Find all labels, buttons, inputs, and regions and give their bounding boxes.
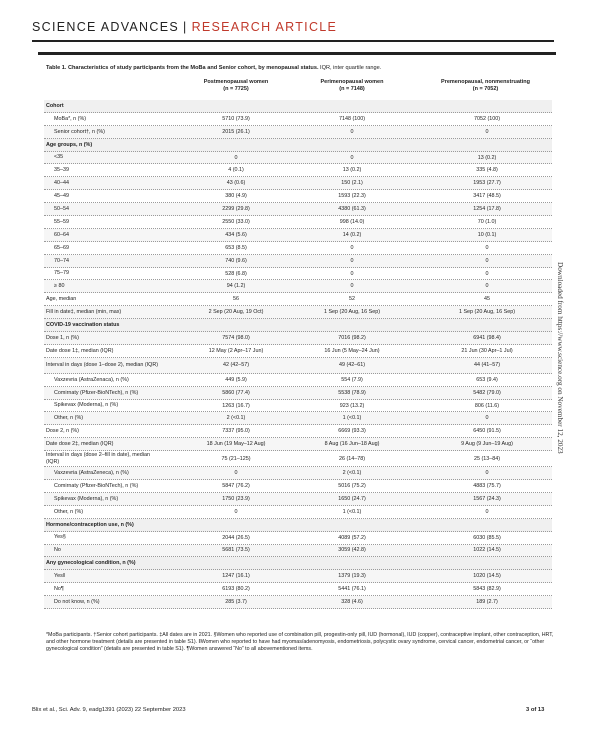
table-cell: 1022 (14.5) <box>473 547 501 554</box>
table-cell: 6193 (80.2) <box>222 586 250 593</box>
table-cell: 1953 (27.7) <box>473 180 501 187</box>
table-caption <box>46 65 381 71</box>
table-cell: 1020 (14.5) <box>473 573 501 580</box>
table-row <box>44 293 552 306</box>
table-row <box>44 596 552 609</box>
row-label: <35 <box>54 154 64 161</box>
table-cell: 285 (3.7) <box>225 599 247 605</box>
table-cell: 12 May (2 Apr–17 Jun) <box>208 347 264 354</box>
row-label: No <box>54 547 61 554</box>
row-label: 35–39 <box>54 167 69 174</box>
row-label: ≥ 80 <box>54 283 65 290</box>
table-cell: 7016 (98.2) <box>338 334 366 341</box>
table-cell: 7148 (100) <box>338 115 366 122</box>
table-row <box>44 438 552 451</box>
table-row <box>44 374 552 387</box>
table-cell: 13 (0.2) <box>477 154 497 161</box>
table-row <box>44 583 552 596</box>
table-cell: 0 <box>485 244 489 251</box>
table-cell: 2 (<0.1) <box>226 415 246 422</box>
table-cell: 528 (6.8) <box>225 270 247 277</box>
table-cell: 0 <box>234 154 238 161</box>
table-cell: 6450 (91.5) <box>473 428 501 435</box>
table-cell: 806 (11.6) <box>474 402 500 409</box>
table-section-header <box>44 139 552 152</box>
table-cell: 0 <box>485 283 489 290</box>
table-cell: 6941 (98.4) <box>473 334 501 341</box>
table-row <box>44 126 552 139</box>
table-section-header <box>44 519 552 532</box>
table-row <box>44 268 552 281</box>
table-caption-title: Table 1. Characteristics of study participants from the MoBa and Senior cohort, by menopausal status. <box>46 65 319 71</box>
row-label: Dose 1, n (%) <box>46 334 79 341</box>
table-cell: 0 <box>350 128 354 135</box>
table-cell: 43 (0.6) <box>226 180 246 187</box>
table-cell: 1247 (16.1) <box>222 573 250 580</box>
row-label: Spikevax (Moderna), n (%) <box>54 495 119 502</box>
row-label: 55–59 <box>54 218 69 225</box>
row-label: Vaxzevria (AstraZeneca), n (%) <box>54 469 129 476</box>
table-cell: 5538 (78.9) <box>338 389 366 396</box>
table-row <box>44 280 552 293</box>
table-row <box>44 387 552 400</box>
table-cell: 7574 (98.0) <box>222 334 250 341</box>
table-1 <box>38 52 556 652</box>
table-cell: 0 <box>485 415 489 422</box>
table-cell: 4 (0.1) <box>228 167 244 174</box>
table-cell: 2044 (26.5) <box>222 534 250 541</box>
table-cell: 1 (<0.1) <box>342 415 362 422</box>
table-cell: 2 Sep (20 Aug, 19 Oct) <box>208 309 264 316</box>
table-row <box>44 164 552 177</box>
table-cell: 70 (1.0) <box>477 218 497 225</box>
table-row <box>44 493 552 506</box>
table-cell: 52 <box>349 296 355 303</box>
table-cell: 49 (42–61) <box>338 362 366 369</box>
table-cell: 3059 (42.8) <box>338 547 366 554</box>
table-cell: 6669 (93.3) <box>338 428 366 435</box>
table-row <box>44 532 552 545</box>
row-label: Do not know, n (%) <box>54 598 100 605</box>
table-cell: 740 (9.6) <box>225 257 247 264</box>
table-row <box>44 358 552 374</box>
table-cell: 189 (2.7) <box>476 599 498 605</box>
table-row <box>44 332 552 345</box>
row-label: Other, n (%) <box>54 508 84 515</box>
table-cell: 5441 (76.1) <box>338 586 366 593</box>
table-cell: 21 Jun (30 Apr–1 Jul) <box>461 347 513 354</box>
table-cell: 0 <box>485 270 489 277</box>
footer-citation: Blix et al., Sci. Adv. 9, eadg1391 (2023) 22 September 2023 <box>32 707 186 713</box>
table-footnote: *MoBa participants. †Senior cohort participants. ‡All dates are in 2021. §Women who reported use of combination pill, progestin-only pill, IUD (hormonal), IUD (copper), contraceptive implant, other contraception, HRT, and other hormone treatment (details are presented in table S1). ‖Women who reported to have had myomas/adenomyosis, endometriosis, polycystic ovary syndrome, cervical cancer, endometrial cancer, or “other gynecological condition” (details are presented in table S1). ¶Women answered “No” to all abovementioned items. <box>46 632 554 652</box>
row-label: COVID-19 vaccination status <box>46 321 120 328</box>
table-cell: 0 <box>350 154 354 161</box>
table-cell: 0 <box>350 244 354 251</box>
table-row <box>44 152 552 165</box>
row-label: Any gynecological condition, n (%) <box>46 560 136 567</box>
row-label: Interval in days (dose 1–dose 2), median (IQR) <box>46 362 159 369</box>
table-cell: 5847 (76.2) <box>222 482 250 489</box>
footer-page-number: 3 of 13 <box>526 707 545 713</box>
row-label: Cohort <box>46 102 64 109</box>
row-label: 40–44 <box>54 180 69 187</box>
table-section-header <box>44 319 552 332</box>
row-label: 60–64 <box>54 231 69 238</box>
col-header-n: (n = 7148) <box>339 86 365 92</box>
col-header-n: (n = 7052) <box>472 86 499 92</box>
table-cell: 5482 (79.0) <box>473 389 501 396</box>
table-cell: 335 (4.8) <box>476 167 498 174</box>
table-cell: 25 (13–84) <box>473 455 501 462</box>
table-cell: 0 <box>350 270 354 277</box>
table-cell: 554 (7.9) <box>341 376 363 383</box>
row-label: Date dose 2‡, median (IQR) <box>46 441 114 448</box>
table-row <box>44 425 552 438</box>
table-cell: 923 (13.2) <box>339 402 365 409</box>
table-cell: 1567 (24.3) <box>473 495 501 502</box>
table-cell: 45 <box>484 296 490 303</box>
table-cell: 1254 (17.8) <box>473 206 501 213</box>
table-cell: 5860 (77.4) <box>222 389 250 396</box>
table-cell: 1263 (16.7) <box>222 402 250 409</box>
table-cell: 7052 (100) <box>473 115 501 122</box>
row-label: Yes§ <box>54 534 66 541</box>
header-rule <box>32 40 554 42</box>
table-cell: 1379 (19.3) <box>338 573 366 580</box>
table-row <box>44 113 552 126</box>
table-row <box>44 190 552 203</box>
row-label: Other, n (%) <box>54 415 84 422</box>
row-label: 45–49 <box>54 193 69 200</box>
table-cell: 0 <box>485 128 489 135</box>
row-label: Senior cohort†, n (%) <box>54 128 105 135</box>
table-cell: 1 Sep (20 Aug, 16 Sep) <box>323 309 381 316</box>
row-label: Hormone/contraception use, n (%) <box>46 521 134 528</box>
row-label: 65–69 <box>54 244 69 251</box>
table-body <box>44 100 552 609</box>
table-cell: 653 (8.5) <box>225 244 247 251</box>
journal-header <box>32 20 337 34</box>
table-cell: 434 (5.6) <box>225 231 247 238</box>
table-row <box>44 400 552 413</box>
row-label: Age, median <box>46 296 77 303</box>
table-cell: 10 (0.1) <box>477 231 497 238</box>
table-cell: 1 (<0.1) <box>342 508 362 515</box>
table-cell: 4380 (61.3) <box>338 206 366 213</box>
col-header-perimenopausal <box>292 79 412 93</box>
table-cell: 0 <box>234 470 238 477</box>
table-cell: 5843 (82.9) <box>473 586 501 593</box>
table-row <box>44 255 552 268</box>
table-cell: 5016 (75.2) <box>338 482 366 489</box>
table-cell: 6030 (85.5) <box>473 534 501 541</box>
table-cell: 56 <box>233 296 239 303</box>
table-cell: 2015 (26.1) <box>222 128 250 135</box>
table-cell: 1 Sep (20 Aug, 16 Sep) <box>458 309 516 316</box>
table-section-header <box>44 557 552 570</box>
row-label: Yes‖ <box>54 573 66 580</box>
row-label: Fill in date‡, median (min, max) <box>46 309 122 316</box>
table-cell: 26 (14–78) <box>338 455 366 462</box>
table-cell: 7337 (95.0) <box>222 428 250 435</box>
table-cell: 44 (41–57) <box>473 362 501 369</box>
table-cell: 4883 (75.7) <box>473 482 501 489</box>
journal-name: SCIENCE ADVANCES <box>32 20 179 34</box>
table-cell: 75 (21–125) <box>221 455 251 462</box>
table-row <box>44 545 552 558</box>
table-cell: 13 (0.2) <box>342 167 362 174</box>
table-cell: 653 (9.4) <box>476 376 498 383</box>
table-caption-note: IQR, inter quartile range. <box>318 65 382 71</box>
table-cell: 1593 (22.3) <box>338 193 366 200</box>
table-row <box>44 480 552 493</box>
row-label: 70–74 <box>54 257 69 264</box>
table-cell: 1650 (24.7) <box>338 495 366 502</box>
table-cell: 4089 (57.2) <box>338 534 366 541</box>
row-label: No¶ <box>54 586 64 592</box>
table-cell: 328 (4.6) <box>341 599 363 605</box>
table-cell: 3417 (48.5) <box>473 193 501 200</box>
table-row <box>44 203 552 216</box>
table-row <box>44 451 552 467</box>
table-cell: 0 <box>234 508 238 515</box>
table-cell: 8 Aug (16 Jun–18 Aug) <box>324 441 380 448</box>
table-cell: 0 <box>485 508 489 515</box>
table-cell: 94 (1.2) <box>226 283 246 290</box>
table-cell: 0 <box>485 257 489 264</box>
col-header-premenopausal <box>418 79 553 93</box>
table-cell: 16 Jun (5 May–24 Jun) <box>324 347 380 354</box>
row-label: Vaxzevria (AstraZenaca), n (%) <box>54 376 129 383</box>
col-header-n: (n = 7725) <box>223 86 249 92</box>
table-row <box>44 216 552 229</box>
table-cell: 2 (<0.1) <box>342 470 362 477</box>
table-row <box>44 177 552 190</box>
row-label: Interval in days (dose 2–fill in date), median (IQR) <box>46 452 150 465</box>
header-separator: | <box>183 20 188 34</box>
table-cell: 150 (2.1) <box>341 180 363 187</box>
row-label: 50–54 <box>54 205 69 212</box>
table-cell: 449 (5.9) <box>225 376 247 383</box>
row-label: Age groups, n (%) <box>46 141 93 148</box>
download-watermark: Downloaded from https://www.science.org on November 12, 2023 <box>556 262 564 454</box>
table-cell: 998 (14.0) <box>339 218 365 225</box>
table-section-header <box>44 100 552 113</box>
table-cell: 42 (42–57) <box>222 362 250 369</box>
row-label: MoBa*, n (%) <box>54 115 87 122</box>
article-section: RESEARCH ARTICLE <box>191 20 338 34</box>
table-cell: 9 Aug (9 Jun–19 Aug) <box>461 441 513 448</box>
table-row <box>44 412 552 425</box>
table-cell: 0 <box>485 470 489 477</box>
table-cell: 1750 (23.9) <box>222 495 250 502</box>
row-label: Comirnaty (Pfizer-BioNTech), n (%) <box>54 389 139 396</box>
table-row <box>44 467 552 480</box>
table-cell: 0 <box>350 257 354 264</box>
table-cell: 2550 (33.0) <box>222 218 250 225</box>
table-cell: 5681 (73.5) <box>222 547 250 554</box>
table-row <box>44 306 552 319</box>
col-header-postmenopausal <box>176 79 296 93</box>
table-cell: 18 Jun (19 May–12 Aug) <box>206 441 266 448</box>
table-cell: 2299 (29.8) <box>222 206 250 213</box>
table-row <box>44 570 552 583</box>
table-cell: 5710 (73.9) <box>222 115 250 122</box>
row-label: 75–79 <box>54 270 69 277</box>
table-cell: 380 (4.9) <box>225 193 247 200</box>
row-label: Date dose 1‡, median (IQR) <box>46 347 114 354</box>
col-header-name: Perimenopausal women <box>320 79 384 85</box>
col-header-name: Postmenopausal women <box>203 79 269 85</box>
table-row <box>44 345 552 358</box>
row-label: Dose 2, n (%) <box>46 428 79 435</box>
row-label: Spikevax (Moderna), n (%) <box>54 402 119 409</box>
table-cell: 0 <box>350 283 354 290</box>
row-label: Comirnaty (Pfizer-BioNTech), n (%) <box>54 482 139 489</box>
table-cell: 14 (0.2) <box>342 231 362 238</box>
table-row <box>44 229 552 242</box>
table-row <box>44 506 552 519</box>
col-header-name: Premenopausal, nonmenstruating <box>441 79 530 85</box>
table-row <box>44 242 552 255</box>
